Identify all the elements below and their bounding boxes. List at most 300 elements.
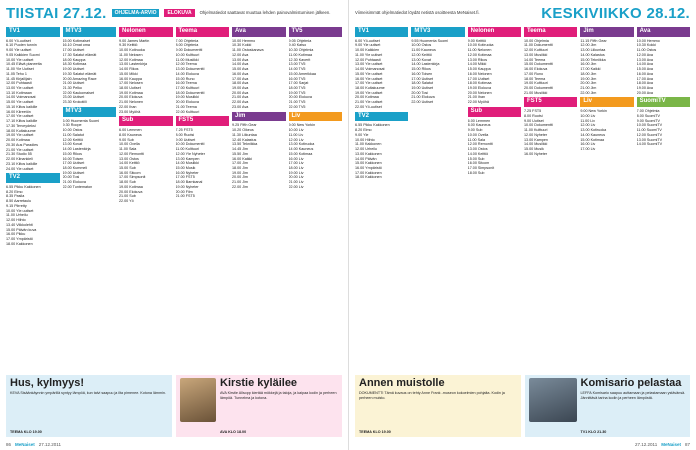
program-line: 23.10 Kiitos kaikille <box>6 161 38 166</box>
program-line: 24.00 Yle uutiset <box>6 166 34 171</box>
program-line: 8.35 Pasila <box>6 194 25 199</box>
program-line: 17.30 Terveydeksi <box>6 123 36 128</box>
program-line: 20.00 Elokuva <box>175 100 199 105</box>
feature-photo <box>529 378 577 422</box>
channel-header: Jim <box>580 27 633 37</box>
program-line: 9.15 Piirretty <box>6 203 27 208</box>
right-header <box>355 4 690 22</box>
program-line: 17.00 Liv <box>580 147 596 152</box>
program-line: 23.00 Ava <box>232 104 249 109</box>
channel-header: MTV3 <box>63 27 117 37</box>
program-line: 20.00 Kotimaa <box>355 95 379 100</box>
program-line: 23.00 Myöhä <box>119 109 141 114</box>
program-line: 10.30 Kokki <box>636 43 656 48</box>
program-line: 11.05 Teho 1 <box>6 71 27 76</box>
program-line: 22.00 Yö <box>119 199 134 204</box>
program-line: 12.00 Remontti <box>119 151 145 156</box>
schedule-column <box>637 25 690 365</box>
program-line: 7.25 FST5 <box>175 128 193 133</box>
program-line: 10.00 Kaikkien <box>355 48 380 53</box>
issue-date: 27.12.2011 <box>38 442 61 447</box>
program-line: 12.00 Liv <box>580 123 596 128</box>
program-line: 13.00 Ava <box>232 57 249 62</box>
program-line: 9.00 James Martin <box>119 38 150 43</box>
program-line: 14.00 Kauneus <box>288 147 314 152</box>
channel-header: TV5 <box>289 27 343 37</box>
program-line: 22.00 Yö-uutiset <box>355 104 382 109</box>
schedule-column <box>63 25 117 365</box>
right-schedule <box>355 25 690 365</box>
program-line: 17.00 Yle uutiset <box>355 81 383 86</box>
program-line: 16.00 Liv <box>288 156 304 161</box>
program-line: 19.00 Nyheter <box>175 184 199 189</box>
program-line: 9.00 Dokumentti <box>175 48 203 53</box>
program-line: 22.00 Kulttuuri <box>175 109 200 114</box>
program-line: 17.00 Uutiset <box>62 161 85 166</box>
program-line: 16.00 Nyheter <box>175 170 199 175</box>
program-line: 9.40 Katso <box>288 43 307 48</box>
channel-header: Ava <box>232 27 286 37</box>
program-line: 21.00 Jim <box>232 180 248 185</box>
channel-header: Ava <box>637 27 690 37</box>
program-line: 13.00 Ostos <box>467 147 488 152</box>
chip-movie: ELOKUVA <box>164 9 194 17</box>
program-line: 17.00 Kulttuuri <box>175 86 200 91</box>
feature-box <box>525 375 691 437</box>
program-line: 13.00 Lastenkirja <box>119 62 148 67</box>
program-line: 21.00 Ihan <box>467 95 486 100</box>
program-line: 10.00 Hemmo <box>636 38 660 43</box>
program-line: 12.00 Kotimaa <box>467 52 492 57</box>
channel-header: FST5 <box>524 97 577 107</box>
brand: MeNaiset <box>661 442 681 447</box>
program-line: 18.00 Liv <box>288 165 304 170</box>
program-line: 21.30 Studio 55 <box>6 152 32 157</box>
program-line: 14.00 Keittiö <box>119 161 140 166</box>
program-line: 13.00 TV5 <box>288 62 306 67</box>
program-line: 13.50 Tekniikka <box>232 142 258 147</box>
program-line: 21.00 Musiikki <box>523 90 548 95</box>
program-line: 23.00 Uutiset <box>62 95 85 100</box>
program-line: 8.00 Kauneus <box>467 123 491 128</box>
program-line: 11.00 Kauneus <box>411 48 436 53</box>
program-line: 17.00 Ava <box>636 76 653 81</box>
program-line: 18.00 Barnkanal <box>175 180 203 185</box>
program-line: 12.00 Keittiö <box>62 137 84 142</box>
schedule-column <box>6 25 60 365</box>
program-line: 11.00 Kakkonen <box>355 142 382 147</box>
program-line: 13.00 Rikos <box>467 57 488 62</box>
program-line: 17.00 Ympäristö <box>6 236 33 241</box>
program-line: 11.00 Nelosen <box>119 52 143 57</box>
channel-header: Liv <box>289 112 343 122</box>
program-line: 12.00 Jim <box>580 43 597 48</box>
program-line: 19.00 Elokuva <box>467 86 492 91</box>
program-line: 14.00 Rikos <box>119 67 139 72</box>
program-line: 15.00 Ava <box>232 67 249 72</box>
program-line: 17.00 Runo <box>523 71 544 76</box>
program-line: 21.00 Nelonen <box>119 100 143 105</box>
program-line: 8.50 Aarretaulu <box>6 199 32 204</box>
program-line: 16.00 Kauppa <box>119 76 142 81</box>
channel-header: SuomiTV <box>637 97 690 107</box>
program-line: 14.00 Kauneus <box>580 132 606 137</box>
feature-box <box>176 375 342 437</box>
program-line: 14.00 Teema <box>523 57 546 62</box>
program-line: 15.00 Kakkonen <box>355 161 382 166</box>
program-line: 18.00 Kultakuume <box>355 86 385 91</box>
program-line: 12.00 Remontti <box>467 142 493 147</box>
program-line: 12.30 Kaverit <box>288 57 311 62</box>
schedule-column <box>289 25 343 365</box>
intro-text: Viimeisimmät ohjelmatiedot löydät netistä osoitteesta MeNaiset.fi. <box>355 9 480 15</box>
program-line: 9.00 SuomiTV <box>636 118 661 123</box>
program-line: 22.00 Jim <box>580 90 597 95</box>
program-line: 20.00 Jim <box>580 81 597 86</box>
program-line: 18.00 Kultakuume <box>6 128 36 133</box>
program-line: 12.00 Puhtaasti <box>6 81 32 86</box>
channel-header: Jim <box>232 112 286 122</box>
program-line: 8.00 Ruotsi <box>523 113 543 118</box>
issue-date: 27.12.2011 <box>635 442 658 447</box>
program-line: 9.00 Yle uutiset <box>6 48 32 53</box>
program-line: 15.00 Tekniikka <box>580 57 606 62</box>
channel-header: Nelonen <box>468 27 521 37</box>
program-line: 21.30 Pelko <box>62 86 82 91</box>
program-line: 11.00 Musiikki <box>175 57 199 62</box>
program-line: 22.00 Tuntematon <box>62 184 93 189</box>
program-line: 8.00 Ohjelmia <box>175 43 199 48</box>
program-line: 6.00 Huomenta Suomi <box>62 118 100 123</box>
program-line: 23.30 Krokotiili <box>62 100 87 105</box>
program-line: 22.00 Jim <box>232 184 248 189</box>
program-line: 13.00 Ostos <box>119 156 139 161</box>
program-line: 20.00 Dokumentti <box>523 86 553 91</box>
program-line: 10.00 Yle uutiset <box>6 57 34 62</box>
program-line: 19.00 Kotimaa <box>119 90 143 95</box>
program-line: 11.00 Ostos <box>636 48 657 53</box>
feature-title: Annen muistolle <box>359 377 445 389</box>
program-line: 15.00 Yle uutiset <box>6 100 34 105</box>
program-line: 16.00 TV5 <box>288 76 306 81</box>
program-line: 19.00 Uutiset <box>62 170 85 175</box>
program-line: 18.00 Ava <box>636 81 653 86</box>
program-line: 19.00 Kulttuuri <box>523 81 548 86</box>
program-line: 11.00 Dokumentti <box>523 43 553 48</box>
program-line: 21.00 Yle uutiset <box>6 147 34 152</box>
feature-box <box>6 375 172 437</box>
day-title: KESKIVIIKKO 28.12. <box>541 4 690 22</box>
program-line: 7.25 FST5 <box>523 109 542 114</box>
schedule-column <box>119 25 173 365</box>
program-line: 11.45 Kirjailijain <box>6 76 32 81</box>
program-line: 10.00 Ovella <box>467 132 489 137</box>
program-line: 15.00 Ava <box>636 67 653 72</box>
program-line: 16.00 Elokuva <box>523 67 548 72</box>
schedule-column <box>580 25 633 365</box>
program-line: 18.00 Salatut <box>411 81 434 86</box>
program-line: 11.15 Fifth Gear <box>580 38 607 43</box>
channel-header: Teema <box>176 27 230 37</box>
program-line: 6.00 Lemmen <box>119 128 142 133</box>
program-line: 9.00 Sub <box>119 137 134 142</box>
program-line: 6.00 Yö-uutiset <box>6 38 31 43</box>
program-line: 11.00 Kulttuuri <box>175 147 200 152</box>
page-number: 86 <box>6 442 12 447</box>
program-line: 9.00 Uutiset <box>523 118 544 123</box>
channel-header: TV1 <box>6 27 60 37</box>
program-line: 15.00 Kotimaiset <box>62 38 90 43</box>
program-line: 17.00 Jim <box>232 161 248 166</box>
program-line: 14.00 SuomiTV <box>636 142 663 147</box>
program-line: 11.00 Nelonen <box>467 48 492 53</box>
program-line: 15.00 Sub <box>119 165 136 170</box>
program-line: 18.00 Kauppa <box>62 57 86 62</box>
program-line: 20.00 Kotimaa <box>6 138 30 143</box>
program-line: 21.00 Yle uutiset <box>355 100 383 105</box>
feature-text: LEFFA Komisario saapuu auttamaan ja pelastamaan ystävänsä. Jännittävä tarina kodin ja perheen lämpöstä. <box>580 391 686 400</box>
program-line: 13.00 Kampen <box>523 137 548 142</box>
program-line: 7.00 Ohjelmia <box>175 38 199 43</box>
program-line: 17.00 Liv <box>288 161 304 166</box>
program-line: 11.00 SuomiTV <box>636 128 662 133</box>
program-line: 17.00 Uutiset <box>467 76 490 81</box>
program-line: 12.00 Ava <box>232 52 249 57</box>
program-line: 19.00 Uutiset <box>411 86 434 91</box>
program-line: 12.00 Keittiö <box>411 52 432 57</box>
program-line: 15.10 Kiitos kaikille <box>6 104 38 109</box>
channel-header: Sub <box>468 107 521 117</box>
channel-header: Nelonen <box>119 27 173 37</box>
program-line: 15.00 Kauppa <box>467 67 491 72</box>
program-line: 13.00 Kovat <box>411 57 432 62</box>
program-line: 22.00 Ava <box>232 100 249 105</box>
program-line: 20.00 Elokuva <box>288 95 312 100</box>
program-line: 10.00 Liv <box>288 128 304 133</box>
program-line: 14.00 Voimanosat <box>6 95 36 100</box>
program-line: 20.00 Liv <box>288 175 304 180</box>
program-line: 13.00 Yle uutiset <box>6 86 34 91</box>
program-line: 12.00 Kotimaa <box>119 57 143 62</box>
program-line: 22.00 Ihan <box>119 104 137 109</box>
program-line: 15.00 Päivän kuva <box>6 227 37 232</box>
program-line: 11.00 Kulttuuri <box>523 128 548 133</box>
program-line: 20.00 Tosi <box>62 175 80 180</box>
program-line: 11.00 Sala <box>467 137 486 142</box>
feature-box <box>355 375 521 437</box>
program-line: 8.00 Kauneus <box>119 132 142 137</box>
program-line: 9.00 Keittiö <box>467 38 487 43</box>
program-line: 16.00 Ava <box>636 71 653 76</box>
program-line: 19.00 Jim <box>580 76 597 81</box>
feature-time: AVA KLO 18.00 <box>220 430 247 434</box>
program-line: 17.00 Kakkonen <box>355 170 382 175</box>
program-line: 22.00 TV5 <box>288 104 306 109</box>
program-line: 9.25 Fifth Gear <box>232 123 257 128</box>
program-line: 8.00 Ruotsi <box>175 132 195 137</box>
program-line: 7.00 Ohjelmia <box>636 109 660 114</box>
program-line: 10.00 Kulttuuri <box>175 52 200 57</box>
program-line: 10.00 Ostos <box>411 43 432 48</box>
program-line: 18.00 Kakkonen <box>355 175 382 180</box>
channel-header: Liv <box>580 97 633 107</box>
program-line: 15.00 Musik <box>175 165 196 170</box>
program-line: 14.00 Mikki <box>467 62 487 67</box>
program-line: 9.00 New Yorkin <box>288 123 316 128</box>
program-line: 17.30 Salatut elämät <box>62 52 97 57</box>
left-schedule <box>6 25 342 365</box>
program-line: 10.00 Kotiruoka <box>467 43 494 48</box>
program-line: 13.40 Viikkolehti <box>6 222 33 227</box>
program-line: 9.30 Roope <box>62 123 82 128</box>
program-line: 15.00 Rikos <box>62 151 82 156</box>
program-line: 11.30 Liikuntaa <box>232 132 257 137</box>
program-line: 14.45 Jim <box>232 147 248 152</box>
program-line: 11.00 Salatut <box>62 132 84 137</box>
program-line: 6.00 Yö-uutiset <box>355 38 380 43</box>
program-line: 10.00 SuomiTV <box>636 123 663 128</box>
feature-text: KEVA Sisäänkäynnin ympärillä syntyy lämpöä, kun talvi saapuu ja ilta pimenee. Kotona lämmin. <box>10 391 166 395</box>
program-line: 15.00 Yle uutiset <box>355 71 383 76</box>
program-line: 18.00 Sub <box>119 180 136 185</box>
program-line: 20.00 Elokuva <box>119 95 143 100</box>
program-line: 17.00 Uutiset <box>62 48 85 53</box>
program-line: 14.00 Elokuva <box>175 71 199 76</box>
program-line: 10.00 Ostos <box>62 128 83 133</box>
feature-time: TV1 KLO 21.30 <box>580 430 607 434</box>
program-line: 6.00 Lemmen <box>467 118 491 123</box>
program-line: 12.00 Urheilu <box>355 147 377 152</box>
program-line: 11.00 Liv <box>288 132 304 137</box>
program-line: 16.00 Sitcom <box>467 161 490 166</box>
schedule-column <box>232 25 286 365</box>
program-line: 16.00 Pikku <box>6 232 26 237</box>
program-line: 14.00 Kalastus <box>580 52 605 57</box>
program-line: 17.00 Simpsonit <box>467 165 495 170</box>
program-line: 22.00 Liv <box>288 184 304 189</box>
program-line: 12.00 Liv <box>288 137 304 142</box>
program-line: 14.00 Musiikki <box>523 142 548 147</box>
left-footer <box>6 442 342 447</box>
program-line: 15.00 Sub <box>467 156 485 161</box>
left-features <box>6 375 342 437</box>
program-line: 19.00 Jim <box>232 170 248 175</box>
program-line: 16.00 Liv <box>580 142 596 147</box>
program-line: 11.00 Ostoskanava <box>232 48 264 53</box>
program-line: 19.00 Ava <box>232 86 249 91</box>
program-line: 12.00 Nyheter <box>523 132 548 137</box>
program-line: 18.00 Ava <box>232 81 249 86</box>
channel-header: MTV3 <box>63 107 117 117</box>
page-number: 87 <box>684 442 690 447</box>
program-line: 17.00 Nelosen <box>119 81 143 86</box>
program-line: 12.00 SuomiTV <box>636 132 663 137</box>
program-line: 10.20 Oikeus <box>232 128 254 133</box>
program-line: 9.05 Kaikkien Suomi <box>6 52 40 57</box>
program-line: 21.00 TV5 <box>288 100 306 105</box>
program-line: 18.00 Teema <box>523 76 546 81</box>
channel-header: FST5 <box>176 116 230 126</box>
program-line: 13.00 Kampen <box>175 156 200 161</box>
program-line: 13.00 Kovat <box>62 142 83 147</box>
program-line: 18.00 Jim <box>232 165 248 170</box>
program-line: 12.00 Puhtaasti <box>355 57 381 62</box>
channel-header: TV2 <box>6 173 60 183</box>
chip-review: OHJELMA-ARVIO <box>112 9 160 17</box>
program-line: 15.00 Kotimaa <box>288 151 313 156</box>
program-line: 16.00 Sitcom <box>119 170 141 175</box>
intro-text: Ohjelmatiedot saattavat muuttua lehden painovalmistumisen jälkeen. <box>199 9 331 15</box>
feature-title: Komisario pelastaa <box>580 377 682 389</box>
program-line: 9.00 Sub <box>467 128 483 133</box>
program-line: 18.00 Kummeli <box>62 165 88 170</box>
program-line: 22.00 Kaukomaiset <box>62 90 95 95</box>
program-line: 17.00 FST5 <box>175 175 195 180</box>
program-line: 15.00 Amerikkaa <box>288 71 316 76</box>
program-line: 10.00 Kotiruoka <box>119 48 145 53</box>
program-line: 20.00 Tosi <box>411 90 429 95</box>
right-footer <box>355 442 690 447</box>
right-features <box>355 375 690 437</box>
right-page <box>348 0 696 450</box>
program-line: 21.00 Jim <box>580 86 597 91</box>
brand: MeNaiset <box>15 442 35 447</box>
program-line: 6.55 Pikku Kakkonen <box>355 123 390 128</box>
program-line: 22.00 Kiinankieli <box>6 157 33 162</box>
program-line: 18.00 Jim <box>580 71 597 76</box>
left-header <box>6 4 342 22</box>
program-line: 10.00 Ovella <box>119 142 140 147</box>
program-line: 13.00 Yle uutiset <box>355 62 383 67</box>
program-line: 19.00 Yle uutiset <box>355 90 383 95</box>
program-line: 14.00 Päivän <box>355 156 377 161</box>
program-line: 16.00 Teema <box>175 81 197 86</box>
program-line: 18.00 Dokumentti <box>175 90 205 95</box>
program-line: 13.10 Kotimaan <box>6 90 32 95</box>
program-line: 14.00 Lastenkirja <box>62 147 91 152</box>
channel-header: TV2 <box>355 112 408 122</box>
program-line: 16.00 Toisen <box>62 156 84 161</box>
program-line: 21.00 Uutiset <box>62 81 85 86</box>
program-line: 15.50 Jim <box>232 151 248 156</box>
feature-photo <box>180 378 216 422</box>
program-line: 21.00 Sub <box>119 194 136 199</box>
program-line: 9.00 Yle <box>355 132 369 137</box>
feature-time: TEEMA KLO 19.00 <box>10 430 42 434</box>
program-line: 14.00 Keittiö <box>467 151 489 156</box>
program-line: 19.00 Kotimaa <box>119 184 143 189</box>
program-line: 16.00 Toisen <box>411 71 433 76</box>
channel-header: MTV3 <box>411 27 464 37</box>
program-line: 13.00 Liikuntaa <box>580 48 606 53</box>
program-line: 19.00 Uutiset <box>62 67 85 72</box>
day-title: TIISTAI 27.12. <box>6 4 107 22</box>
program-line: 13.00 Kakkonen <box>355 151 382 156</box>
program-line: 21.00 Liv <box>288 180 304 185</box>
program-line: 16.00 Kiireetön <box>6 109 31 114</box>
program-line: 10.00 Dokumentti <box>523 123 553 128</box>
program-line: 17.00 Uutiset <box>411 76 434 81</box>
program-line: 16.00 Nelonen <box>467 71 492 76</box>
program-line: 11.00 Liv <box>580 118 596 123</box>
program-line: 13.00 Musiikki <box>523 52 548 57</box>
program-line: 12.40 Kalastus <box>232 137 257 142</box>
program-line: 17.00 Simpsonit <box>119 175 146 180</box>
program-line: 21.00 Elokuva <box>62 180 86 185</box>
program-line: 18.30 Kotimaa <box>62 62 87 67</box>
program-line: 9.30 Keittiö <box>119 43 138 48</box>
program-line: 17.10 Kiitos kaikille <box>6 119 38 124</box>
